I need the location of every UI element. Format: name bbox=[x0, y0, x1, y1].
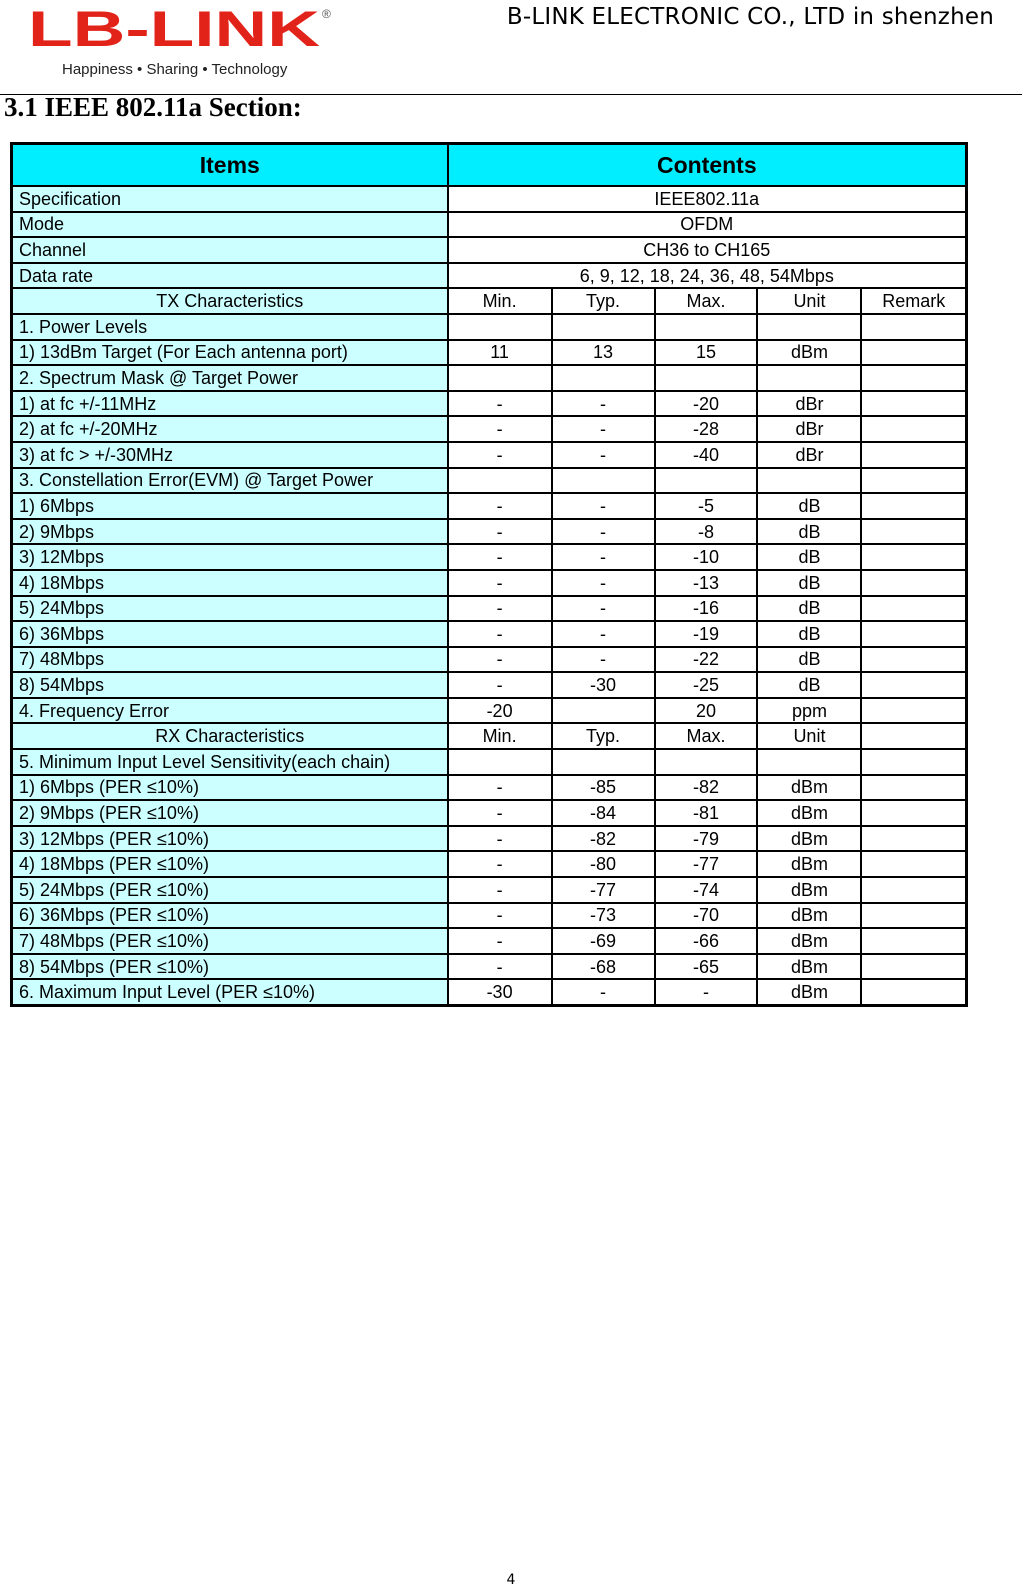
cell-max: -10 bbox=[655, 544, 758, 570]
row-label: 6. Maximum Input Level (PER ≤10%) bbox=[12, 979, 448, 1005]
cell-max bbox=[655, 365, 758, 391]
cell-max: - bbox=[655, 979, 758, 1005]
cell-remark bbox=[861, 519, 966, 545]
cell-typ: -77 bbox=[552, 877, 655, 903]
row-label: 3. Constellation Error(EVM) @ Target Power bbox=[12, 468, 448, 494]
cell-min: - bbox=[448, 928, 552, 954]
cell-min: - bbox=[448, 800, 552, 826]
cell-max: -40 bbox=[655, 442, 758, 468]
cell-remark bbox=[861, 954, 966, 980]
cell-remark bbox=[861, 775, 966, 801]
column-header-min: Min. bbox=[448, 723, 552, 749]
cell-min: 11 bbox=[448, 340, 552, 366]
cell-typ: -68 bbox=[552, 954, 655, 980]
tx-row bbox=[12, 468, 967, 494]
cell-min: -20 bbox=[448, 698, 552, 724]
cell-typ: -85 bbox=[552, 775, 655, 801]
cell-unit: dBm bbox=[757, 877, 861, 903]
cell-remark bbox=[861, 800, 966, 826]
rx-row bbox=[12, 877, 967, 903]
column-header-typ: Typ. bbox=[552, 288, 655, 314]
row-label: 3) 12Mbps bbox=[12, 544, 448, 570]
cell-remark bbox=[861, 442, 966, 468]
row-value: 6, 9, 12, 18, 24, 36, 48, 54Mbps bbox=[448, 263, 967, 289]
row-label: 1) at fc +/-11MHz bbox=[12, 391, 448, 417]
cell-max: -81 bbox=[655, 800, 758, 826]
row-label: 5. Minimum Input Level Sensitivity(each chain) bbox=[12, 749, 448, 775]
cell-min bbox=[448, 365, 552, 391]
column-header-max: Max. bbox=[655, 288, 758, 314]
cell-unit: dB bbox=[757, 647, 861, 673]
row-label: 7) 48Mbps (PER ≤10%) bbox=[12, 928, 448, 954]
cell-max: -8 bbox=[655, 519, 758, 545]
cell-max: -79 bbox=[655, 826, 758, 852]
rx-row bbox=[12, 903, 967, 929]
cell-typ: - bbox=[552, 596, 655, 622]
tx-row bbox=[12, 391, 967, 417]
general-row bbox=[12, 237, 967, 263]
cell-min: - bbox=[448, 826, 552, 852]
cell-min: - bbox=[448, 775, 552, 801]
cell-min: - bbox=[448, 544, 552, 570]
cell-remark bbox=[861, 903, 966, 929]
cell-min: - bbox=[448, 570, 552, 596]
cell-min: - bbox=[448, 851, 552, 877]
cell-unit bbox=[757, 365, 861, 391]
cell-typ bbox=[552, 749, 655, 775]
cell-typ: - bbox=[552, 416, 655, 442]
cell-max bbox=[655, 314, 758, 340]
cell-max bbox=[655, 468, 758, 494]
cell-typ bbox=[552, 314, 655, 340]
row-label: 2) at fc +/-20MHz bbox=[12, 416, 448, 442]
row-label: 6) 36Mbps (PER ≤10%) bbox=[12, 903, 448, 929]
cell-unit: dB bbox=[757, 570, 861, 596]
cell-unit: dBm bbox=[757, 979, 861, 1005]
tx-row bbox=[12, 621, 967, 647]
cell-min: - bbox=[448, 519, 552, 545]
cell-unit: dB bbox=[757, 493, 861, 519]
tx-row bbox=[12, 672, 967, 698]
cell-typ: -69 bbox=[552, 928, 655, 954]
header-items: Items bbox=[12, 144, 448, 187]
cell-remark bbox=[861, 621, 966, 647]
cell-typ: -30 bbox=[552, 672, 655, 698]
cell-unit: dB bbox=[757, 544, 861, 570]
general-row bbox=[12, 186, 967, 212]
cell-min: - bbox=[448, 416, 552, 442]
logo-brand-text: LB-LINK bbox=[28, 1, 320, 57]
cell-remark bbox=[861, 698, 966, 724]
cell-unit: ppm bbox=[757, 698, 861, 724]
cell-remark bbox=[861, 365, 966, 391]
cell-max: -74 bbox=[655, 877, 758, 903]
cell-remark bbox=[861, 416, 966, 442]
tx-row bbox=[12, 570, 967, 596]
section-label: RX Characteristics bbox=[12, 723, 448, 749]
column-header-unit: Unit bbox=[757, 288, 861, 314]
row-label: 4. Frequency Error bbox=[12, 698, 448, 724]
cell-typ: - bbox=[552, 621, 655, 647]
tx-row bbox=[12, 493, 967, 519]
tx-row bbox=[12, 314, 967, 340]
cell-unit: dBr bbox=[757, 416, 861, 442]
row-value: OFDM bbox=[448, 212, 967, 238]
cell-typ: -80 bbox=[552, 851, 655, 877]
row-value: IEEE802.11a bbox=[448, 186, 967, 212]
cell-max: -13 bbox=[655, 570, 758, 596]
column-header-remark: Remark bbox=[861, 288, 966, 314]
row-label: 3) at fc > +/-30MHz bbox=[12, 442, 448, 468]
cell-min: -30 bbox=[448, 979, 552, 1005]
cell-min: - bbox=[448, 391, 552, 417]
cell-unit: dBm bbox=[757, 826, 861, 852]
cell-remark bbox=[861, 979, 966, 1005]
row-label: 7) 48Mbps bbox=[12, 647, 448, 673]
column-header-min: Min. bbox=[448, 288, 552, 314]
spec-table bbox=[10, 142, 968, 1007]
cell-min bbox=[448, 314, 552, 340]
rx-row bbox=[12, 749, 967, 775]
cell-max: -77 bbox=[655, 851, 758, 877]
general-row bbox=[12, 212, 967, 238]
cell-remark bbox=[861, 928, 966, 954]
cell-typ: - bbox=[552, 570, 655, 596]
cell-max: -19 bbox=[655, 621, 758, 647]
row-label: 3) 12Mbps (PER ≤10%) bbox=[12, 826, 448, 852]
tx-characteristics-header bbox=[12, 288, 967, 314]
tx-row bbox=[12, 647, 967, 673]
row-label: 1) 13dBm Target (For Each antenna port) bbox=[12, 340, 448, 366]
cell-max: -5 bbox=[655, 493, 758, 519]
cell-unit bbox=[757, 468, 861, 494]
tx-row bbox=[12, 416, 967, 442]
cell-typ: -73 bbox=[552, 903, 655, 929]
row-label: Specification bbox=[12, 186, 448, 212]
cell-remark bbox=[861, 851, 966, 877]
row-label: 2) 9Mbps (PER ≤10%) bbox=[12, 800, 448, 826]
table-header-row bbox=[12, 144, 967, 187]
column-header-remark bbox=[861, 723, 966, 749]
column-header-unit: Unit bbox=[757, 723, 861, 749]
cell-remark bbox=[861, 468, 966, 494]
cell-unit: dBm bbox=[757, 851, 861, 877]
cell-min: - bbox=[448, 442, 552, 468]
cell-remark bbox=[861, 340, 966, 366]
rx-row bbox=[12, 979, 967, 1005]
row-label: 4) 18Mbps (PER ≤10%) bbox=[12, 851, 448, 877]
tx-row bbox=[12, 519, 967, 545]
cell-unit: dBm bbox=[757, 954, 861, 980]
cell-remark bbox=[861, 826, 966, 852]
registered-mark: ® bbox=[322, 7, 331, 21]
row-label: Channel bbox=[12, 237, 448, 263]
cell-max: -70 bbox=[655, 903, 758, 929]
logo-tagline: Happiness • Sharing • Technology bbox=[62, 61, 288, 78]
cell-remark bbox=[861, 749, 966, 775]
cell-typ: - bbox=[552, 391, 655, 417]
row-value: CH36 to CH165 bbox=[448, 237, 967, 263]
row-label: 1) 6Mbps bbox=[12, 493, 448, 519]
row-label: Data rate bbox=[12, 263, 448, 289]
cell-typ: 13 bbox=[552, 340, 655, 366]
section-title: 3.1 IEEE 802.11a Section: bbox=[4, 92, 302, 122]
cell-min: - bbox=[448, 672, 552, 698]
cell-unit: dBm bbox=[757, 340, 861, 366]
tx-row bbox=[12, 698, 967, 724]
cell-typ bbox=[552, 698, 655, 724]
row-label: 6) 36Mbps bbox=[12, 621, 448, 647]
cell-max: -16 bbox=[655, 596, 758, 622]
cell-unit: dB bbox=[757, 596, 861, 622]
cell-unit: dBm bbox=[757, 775, 861, 801]
page-number: 4 bbox=[506, 1572, 516, 1588]
rx-characteristics-header bbox=[12, 723, 967, 749]
cell-unit: dBr bbox=[757, 442, 861, 468]
cell-typ bbox=[552, 365, 655, 391]
cell-remark bbox=[861, 493, 966, 519]
cell-min: - bbox=[448, 493, 552, 519]
cell-typ: - bbox=[552, 544, 655, 570]
tx-row bbox=[12, 365, 967, 391]
cell-unit: dBm bbox=[757, 800, 861, 826]
cell-remark bbox=[861, 570, 966, 596]
cell-remark bbox=[861, 672, 966, 698]
row-label: 1. Power Levels bbox=[12, 314, 448, 340]
cell-unit: dB bbox=[757, 519, 861, 545]
cell-typ: - bbox=[552, 647, 655, 673]
cell-unit: dB bbox=[757, 621, 861, 647]
cell-unit bbox=[757, 314, 861, 340]
cell-min: - bbox=[448, 596, 552, 622]
cell-remark bbox=[861, 596, 966, 622]
cell-typ bbox=[552, 468, 655, 494]
cell-max: 20 bbox=[655, 698, 758, 724]
cell-typ: - bbox=[552, 519, 655, 545]
cell-max: -82 bbox=[655, 775, 758, 801]
tx-row bbox=[12, 442, 967, 468]
cell-typ: -82 bbox=[552, 826, 655, 852]
row-label: 8) 54Mbps bbox=[12, 672, 448, 698]
logo-mark bbox=[28, 1, 331, 57]
cell-min bbox=[448, 468, 552, 494]
cell-typ: - bbox=[552, 979, 655, 1005]
rx-row bbox=[12, 928, 967, 954]
cell-typ: - bbox=[552, 442, 655, 468]
cell-min: - bbox=[448, 954, 552, 980]
row-label: 8) 54Mbps (PER ≤10%) bbox=[12, 954, 448, 980]
tx-row bbox=[12, 544, 967, 570]
row-label: 1) 6Mbps (PER ≤10%) bbox=[12, 775, 448, 801]
cell-remark bbox=[861, 391, 966, 417]
cell-min bbox=[448, 749, 552, 775]
row-label: 4) 18Mbps bbox=[12, 570, 448, 596]
cell-max: -66 bbox=[655, 928, 758, 954]
row-label: 2. Spectrum Mask @ Target Power bbox=[12, 365, 448, 391]
tx-row bbox=[12, 596, 967, 622]
rx-row bbox=[12, 954, 967, 980]
general-row bbox=[12, 263, 967, 289]
cell-min: - bbox=[448, 647, 552, 673]
cell-max: -65 bbox=[655, 954, 758, 980]
cell-typ: -84 bbox=[552, 800, 655, 826]
cell-unit: dB bbox=[757, 672, 861, 698]
company-name: B-LINK ELECTRONIC CO., LTD in shenzhen bbox=[506, 4, 994, 30]
cell-max: -25 bbox=[655, 672, 758, 698]
lb-link-logo bbox=[28, 0, 338, 82]
cell-max: 15 bbox=[655, 340, 758, 366]
cell-unit: dBm bbox=[757, 928, 861, 954]
rx-row bbox=[12, 826, 967, 852]
cell-remark bbox=[861, 544, 966, 570]
header-contents: Contents bbox=[448, 144, 967, 187]
column-header-typ: Typ. bbox=[552, 723, 655, 749]
cell-max: -20 bbox=[655, 391, 758, 417]
cell-max bbox=[655, 749, 758, 775]
cell-max: -22 bbox=[655, 647, 758, 673]
cell-remark bbox=[861, 314, 966, 340]
cell-unit: dBr bbox=[757, 391, 861, 417]
cell-remark bbox=[861, 877, 966, 903]
cell-unit: dBm bbox=[757, 903, 861, 929]
cell-remark bbox=[861, 647, 966, 673]
section-label: TX Characteristics bbox=[12, 288, 448, 314]
rx-row bbox=[12, 775, 967, 801]
cell-unit bbox=[757, 749, 861, 775]
row-label: 5) 24Mbps bbox=[12, 596, 448, 622]
cell-max: -28 bbox=[655, 416, 758, 442]
cell-typ: - bbox=[552, 493, 655, 519]
row-label: 2) 9Mbps bbox=[12, 519, 448, 545]
cell-min: - bbox=[448, 877, 552, 903]
cell-min: - bbox=[448, 621, 552, 647]
tx-row bbox=[12, 340, 967, 366]
cell-min: - bbox=[448, 903, 552, 929]
row-label: Mode bbox=[12, 212, 448, 238]
column-header-max: Max. bbox=[655, 723, 758, 749]
rx-row bbox=[12, 851, 967, 877]
row-label: 5) 24Mbps (PER ≤10%) bbox=[12, 877, 448, 903]
rx-row bbox=[12, 800, 967, 826]
